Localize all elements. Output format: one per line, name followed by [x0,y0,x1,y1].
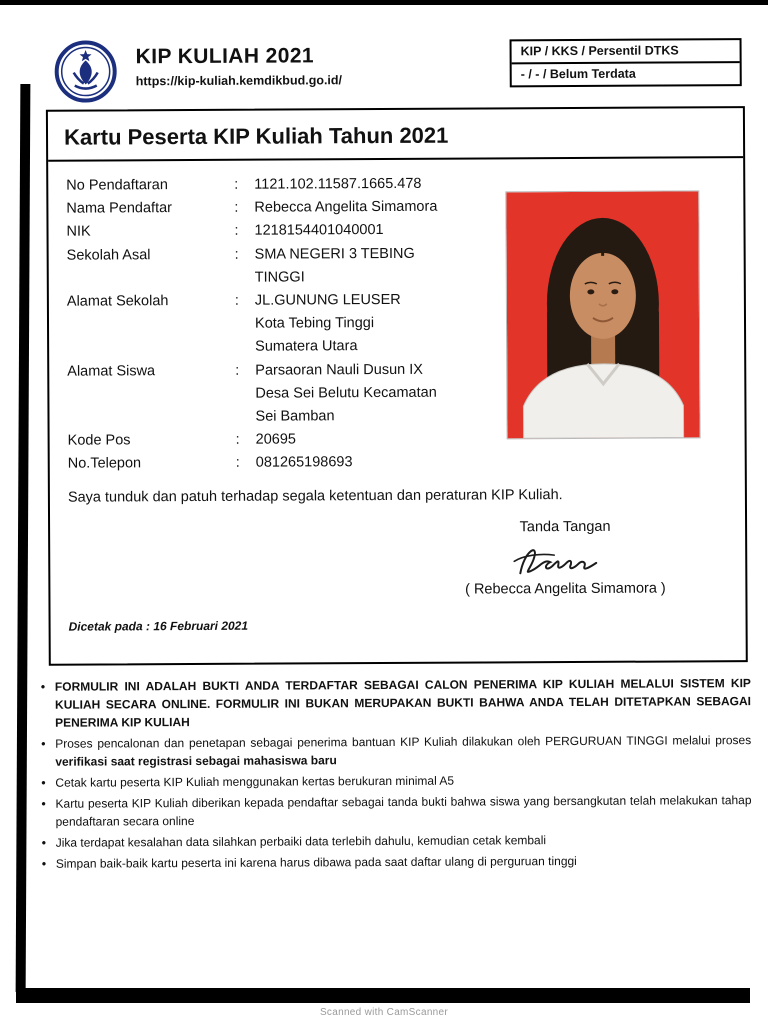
footnote-bullet [40,851,752,873]
field-separator: : [234,246,239,263]
scan-edge-bottom [16,988,750,1003]
kemdikbud-logo [54,39,118,103]
agreement-statement: Saya tunduk dan patuh terhadap segala ketentuan dan peraturan KIP Kuliah. [67,487,563,507]
applicant-photo [505,190,700,439]
site-url: https://kip-kuliah.kemdikbud.go.id/ [135,73,343,89]
footnote-bullet [40,830,752,852]
app-title: KIP KULIAH 2021 [135,44,315,69]
field-row-alamat-siswa [67,358,517,430]
field-separator: : [234,292,239,309]
dtks-status-value: - / - / Belum Terdata [512,61,740,85]
field-separator: : [234,176,239,193]
field-label: NIK [66,223,91,241]
field-separator: : [235,455,240,472]
camscanner-watermark: Scanned with CamScanner [319,1007,449,1018]
field-label: Alamat Sekolah [66,293,169,310]
footnote-bullet [39,731,751,771]
field-value: 1121.102.11587.1665.478 [254,175,422,193]
field-separator: : [235,431,240,448]
field-value: SMA NEGERI 3 TEBING TINGGI [254,245,415,286]
field-separator: : [235,362,240,379]
card-fields [48,159,536,476]
field-separator: : [234,199,239,216]
field-label: Nama Pendaftar [66,200,173,217]
signature [510,539,620,582]
footnotes [39,674,752,876]
card-title: Kartu Peserta KIP Kuliah Tahun 2021 [48,108,743,162]
field-label: Alamat Siswa [67,362,156,380]
field-row-nama-pendaftar [66,195,516,221]
footnote-text: Simpan baik-baik kartu peserta ini karena harus dibawa pada saat daftar ulang di perguruan tinggi [55,853,577,871]
signature-name: ( Rebecca Angelita Simamora ) [465,580,666,599]
printed-date: Dicetak pada : 16 Februari 2021 [68,619,249,635]
footnote-text: Jika terdapat kesalahan data silahkan perbaiki data terlebih dahulu, kemudian cetak kembali [55,833,547,850]
footnote-bullet [39,770,751,792]
footnote-text: FORMULIR INI ADALAH BUKTI ANDA TERDAFTAR SEBAGAI CALON PENERIMA KIP KULIAH MELALUI SISTEM KIP KULIAH SECARA ONLINE. FORMULIR INI BUKAN MERUPAKAN BUKTI BAHWA ANDA TELAH DITETAPKAN SEBAGAI PENERIMA KIP KULIAH [54,676,752,730]
footnote-text: Kartu peserta KIP Kuliah diberikan kepada pendaftar sebagai tanda bukti bahwa siswa yang bersangkutan telah melakukan tahap pendaftaran secara online [55,793,752,829]
field-label: No Pendaftaran [66,177,168,194]
field-value: 20695 [255,431,296,448]
dtks-status-header: KIP / KKS / Persentil DTKS [520,43,679,59]
footnote-list [39,674,752,873]
footnote-text: verifikasi saat registrasi sebagai mahasiswa baru [55,753,337,769]
footnote-bullet [39,674,751,732]
kip-card [46,106,748,666]
field-row-no-telepon [68,451,518,477]
dtks-status-box [510,38,742,87]
field-separator: : [234,223,239,240]
field-row-no-pendaftaran [66,172,516,198]
photo-face [570,253,636,339]
footnote-text: Proses pencalonan dan penetapan sebagai penerima bantuan KIP Kuliah dilakukan oleh PERGURUAN TINGGI melalui proses [55,733,752,751]
footnote-text: Cetak kartu peserta KIP Kuliah menggunakan kertas berukuran minimal A5 [55,773,455,790]
field-value: Rebecca Angelita Simamora [254,198,438,216]
signature-label: Tanda Tangan [519,519,611,536]
field-value: JL.GUNUNG LEUSER Kota Tebing Tinggi Sumatera Utara [254,291,401,355]
signature-block [425,519,705,598]
field-label: Kode Pos [67,432,131,449]
scan-edge-top [0,0,768,5]
footnote-bullet [39,791,751,831]
field-row-alamat-sekolah [67,288,517,360]
field-label: Sekolah Asal [66,246,151,264]
field-row-kode-pos [68,427,518,453]
field-label: No.Telepon [67,455,142,472]
field-value: Parsaoran Nauli Dusun IX Desa Sei Belutu Kecamatan Sei Bamban [255,361,437,425]
field-value: 1218154401040001 [254,222,384,240]
field-row-sekolah-asal [67,242,517,291]
field-value: 081265198693 [255,454,353,471]
field-row-nik [66,219,516,245]
